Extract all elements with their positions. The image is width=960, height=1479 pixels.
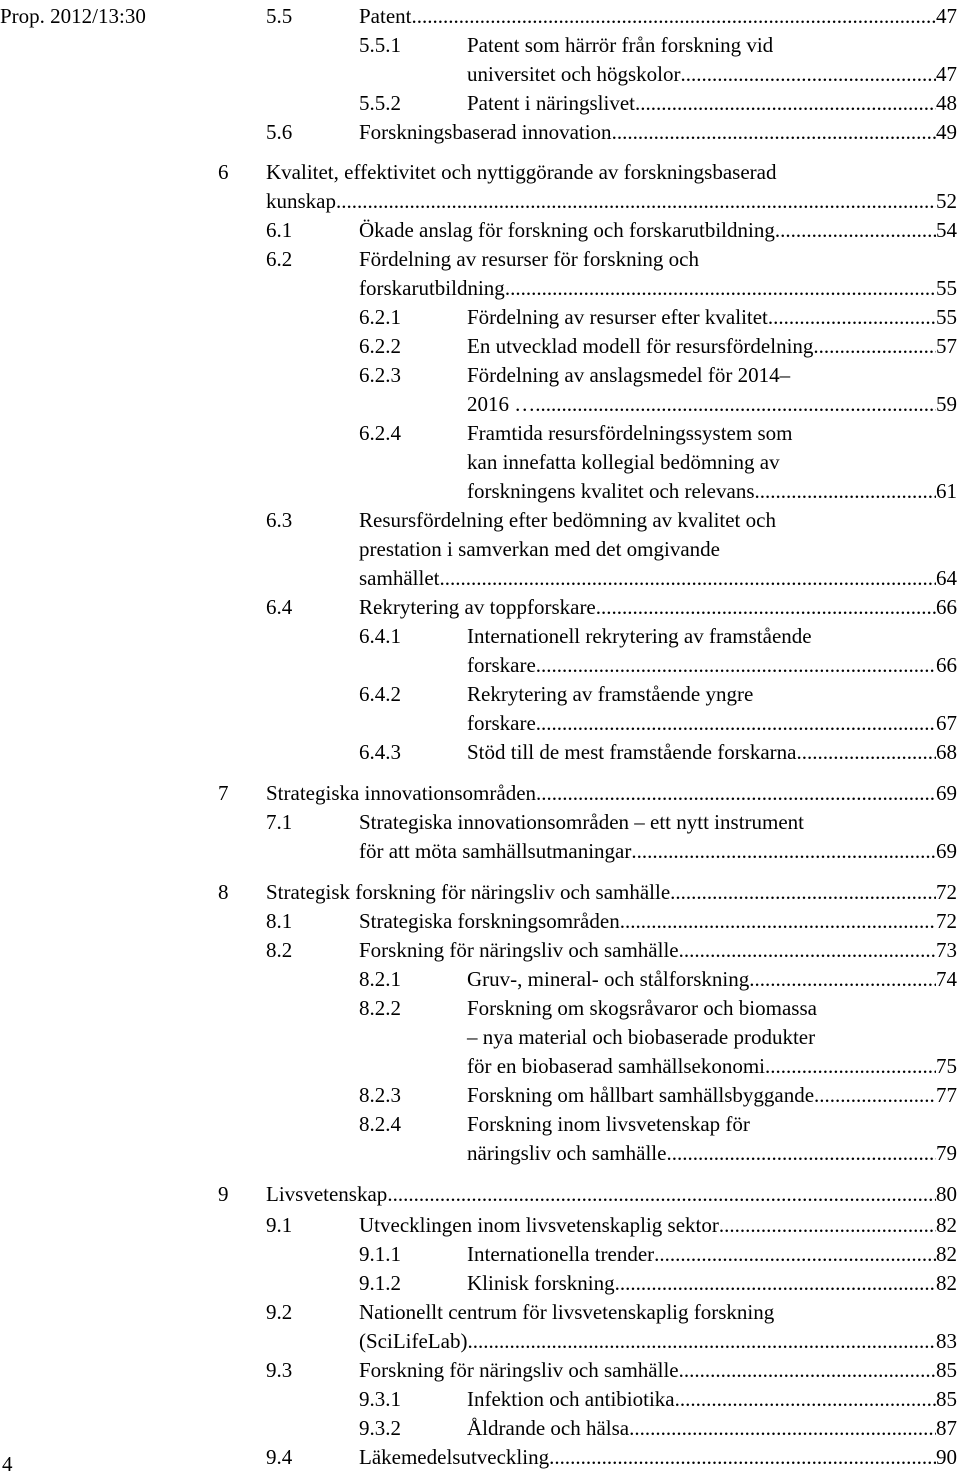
toc-entry-line	[467, 31, 957, 60]
toc-entry-title	[467, 965, 957, 994]
toc-entry-title	[467, 89, 957, 118]
toc-entry-page: 80	[936, 1182, 957, 1206]
toc-entry-number: 8	[218, 880, 229, 904]
toc-entry-page: 83	[936, 1329, 957, 1353]
dot-leader	[670, 878, 936, 907]
toc-entry-page: 66	[936, 653, 957, 677]
toc-entry-number: 6.2.1	[359, 305, 401, 329]
toc-entry-page: 69	[936, 781, 957, 805]
toc-entry-title	[467, 1081, 957, 1110]
dot-leader	[467, 1327, 936, 1356]
toc-entry-line	[359, 118, 957, 147]
toc-entry-line-text: Strategiska innovationsområden – ett nytt instrument	[359, 810, 805, 834]
toc-entry-line-text: prestation i samverkan med det omgivande	[359, 537, 720, 561]
toc-entry-line-text: Internationell rekrytering av framstående	[467, 624, 812, 648]
toc-entry-line	[467, 709, 957, 738]
toc-entry-number: 8.2	[266, 938, 293, 962]
toc-entry-line-text: Patent som härrör från forskning vid	[467, 33, 774, 57]
toc-entry-line	[467, 1139, 957, 1168]
toc-entry-line-text: Fördelning av resurser efter kvalitet	[467, 305, 768, 329]
toc-entry-line-text: forskare	[467, 711, 536, 735]
toc-entry-number: 5.5	[266, 4, 293, 28]
toc-entry-line	[467, 680, 957, 709]
toc-entry-line-text: Framtida resursfördelningssystem som	[467, 421, 793, 445]
dot-leader	[679, 936, 936, 965]
toc-entry-page: 72	[936, 880, 957, 904]
dot-leader	[765, 1052, 936, 1081]
toc-entry-title	[467, 1240, 957, 1269]
toc-entry-line	[467, 1269, 957, 1298]
toc-entry-line-text: Stöd till de mest framstående forskarna	[467, 740, 797, 764]
toc-entry-number: 5.5.2	[359, 91, 401, 115]
toc-entry-page: 57	[936, 334, 957, 358]
toc-entry-line	[467, 477, 957, 506]
toc-entry-title	[467, 419, 957, 506]
toc-entry-page: 73	[936, 938, 957, 962]
toc-entry-line	[359, 274, 957, 303]
toc-entry-number: 9.1	[266, 1213, 293, 1237]
toc-entry-number: 7.1	[266, 810, 293, 834]
toc-entry-title	[467, 31, 957, 89]
toc-entry-line	[467, 994, 957, 1023]
toc-entry-line	[467, 1414, 957, 1443]
toc-entry-page: 82	[936, 1271, 957, 1295]
toc-entry-line-text: samhället	[359, 566, 440, 590]
dot-leader	[635, 89, 936, 118]
toc-entry-page: 87	[936, 1416, 957, 1440]
toc-entry-line	[266, 158, 957, 187]
dot-leader	[536, 709, 936, 738]
toc-entry-number: 6.4.3	[359, 740, 401, 764]
dot-leader	[336, 187, 936, 216]
toc-entry-line	[359, 1443, 957, 1472]
toc-entry-title	[467, 1269, 957, 1298]
toc-entry-line	[467, 60, 957, 89]
toc-entry-line-text: Internationella trender	[467, 1242, 655, 1266]
toc-entry-line-text: för att möta samhällsutmaningar	[359, 839, 632, 863]
page-number: 4	[2, 1452, 13, 1476]
toc-entry-line-text: Strategiska forskningsområden	[359, 909, 620, 933]
toc-entry-line	[359, 837, 957, 866]
toc-entry-number: 6.2	[266, 247, 293, 271]
toc-entry-number: 9.3.1	[359, 1387, 401, 1411]
toc-entry-page: 77	[936, 1083, 957, 1107]
toc-entry-number: 6.4.1	[359, 624, 401, 648]
toc-entry-line-text: näringsliv och samhälle	[467, 1141, 667, 1165]
dot-leader	[631, 837, 936, 866]
toc-entry-line	[266, 187, 957, 216]
toc-entry-line-text: forskare	[467, 653, 536, 677]
toc-entry-line-text: Livsvetenskap	[266, 1182, 388, 1206]
toc-entry-line	[359, 1327, 957, 1356]
toc-entry-line	[467, 303, 957, 332]
toc-entry-line-text: Klinisk forskning	[467, 1271, 615, 1295]
dot-leader	[666, 1139, 936, 1168]
toc-entry-line-text: Forskning inom livsvetenskap för	[467, 1112, 750, 1136]
toc-entry-number: 9.3	[266, 1358, 293, 1382]
toc-entry-line	[359, 907, 957, 936]
toc-entry-page: 47	[936, 62, 957, 86]
dot-leader	[814, 1081, 936, 1110]
toc-entry-line-text: Forskning för näringsliv och samhälle	[359, 1358, 679, 1382]
dot-leader	[615, 1269, 936, 1298]
toc-entry-line	[467, 1023, 957, 1052]
toc-entry-line	[467, 965, 957, 994]
toc-entry-number: 9	[218, 1182, 229, 1206]
toc-entry-line-text: Åldrande och hälsa	[467, 1416, 630, 1440]
toc-entry-line-text: universitet och högskolor	[467, 62, 681, 86]
toc-entry-line	[266, 1180, 957, 1209]
toc-entry-line	[359, 1298, 957, 1327]
toc-entry-title	[467, 361, 957, 419]
dot-leader	[412, 2, 937, 31]
toc-entry-number: 8.2.1	[359, 967, 401, 991]
toc-entry-line	[359, 535, 957, 564]
toc-entry-number: 5.5.1	[359, 33, 401, 57]
toc-entry-number: 6.2.3	[359, 363, 401, 387]
toc-entry-line	[467, 361, 957, 390]
toc-entry-page: 74	[936, 967, 957, 991]
toc-entry-title	[359, 936, 957, 965]
toc-entry-page: 64	[936, 566, 957, 590]
toc-entry-title	[266, 779, 957, 808]
toc-entry-line-text: Nationellt centrum för livsvetenskaplig forskning	[359, 1300, 775, 1324]
toc-entry-line-text: Strategiska innovationsområden	[266, 781, 537, 805]
toc-entry-title	[467, 1385, 957, 1414]
toc-entry-page: 82	[936, 1213, 957, 1237]
dot-leader	[536, 651, 936, 680]
toc-entry-title	[266, 1180, 957, 1209]
toc-entry-line-text: Läkemedelsutveckling	[359, 1445, 550, 1469]
dot-leader	[719, 1211, 936, 1240]
toc-entry-line-text: kunskap	[266, 189, 336, 213]
toc-entry-title	[359, 506, 957, 593]
toc-entry-page: 59	[936, 392, 957, 416]
dot-leader	[813, 332, 936, 361]
toc-entry-line-text: kan innefatta kollegial bedömning av	[467, 450, 780, 474]
toc-entry-line-text: Forskningsbaserad innovation	[359, 120, 612, 144]
toc-entry-page: 79	[936, 1141, 957, 1165]
toc-entry-number: 6.1	[266, 218, 293, 242]
toc-entry-line	[467, 1110, 957, 1139]
toc-entry-line	[467, 1081, 957, 1110]
toc-entry-page: 69	[936, 839, 957, 863]
toc-entry-line-text: Fördelning av resurser för forskning och	[359, 247, 699, 271]
toc-entry-number: 8.2.2	[359, 996, 401, 1020]
toc-entry-page: 48	[936, 91, 957, 115]
toc-entry-line	[467, 738, 957, 767]
toc-entry-title	[467, 1414, 957, 1443]
toc-entry-number: 9.1.2	[359, 1271, 401, 1295]
toc-entry-title	[359, 907, 957, 936]
dot-leader	[629, 1414, 936, 1443]
toc-entry-page: 75	[936, 1054, 957, 1078]
toc-entry-line	[467, 1240, 957, 1269]
toc-entry-page: 49	[936, 120, 957, 144]
toc-entry-title	[359, 118, 957, 147]
header-prefix: Prop. 2012/13:30	[0, 4, 146, 28]
dot-leader	[679, 1356, 936, 1385]
dot-leader	[797, 738, 937, 767]
dot-leader	[680, 60, 936, 89]
toc-entry-line-text: Resursfördelning efter bedömning av kvalitet och	[359, 508, 776, 532]
toc-entry-title	[467, 680, 957, 738]
toc-entry-line	[467, 1052, 957, 1081]
toc-entry-line-text: Infektion och antibiotika	[467, 1387, 675, 1411]
toc-entry-line-text: En utvecklad modell för resursfördelning	[467, 334, 814, 358]
toc-entry-line	[359, 245, 957, 274]
toc-entry-number: 9.2	[266, 1300, 293, 1324]
toc-entry-line	[467, 390, 957, 419]
toc-entry-line-text: – nya material och biobaserade produkter	[467, 1025, 816, 1049]
toc-entry-number: 6.4	[266, 595, 293, 619]
toc-entry-line	[467, 448, 957, 477]
toc-entry-line	[359, 808, 957, 837]
toc-entry-number: 6.2.2	[359, 334, 401, 358]
toc-entry-line	[359, 2, 957, 31]
dot-leader	[549, 1443, 936, 1472]
toc-entry-line-text: för en biobaserad samhällsekonomi	[467, 1054, 765, 1078]
toc-entry-number: 6.3	[266, 508, 293, 532]
toc-entry-line	[359, 564, 957, 593]
toc-entry-line-text: Utvecklingen inom livsvetenskaplig sektor	[359, 1213, 719, 1237]
toc-entry-number: 6.2.4	[359, 421, 401, 445]
dot-leader	[535, 390, 936, 419]
toc-entry-line-text: forskningens kvalitet och relevans	[467, 479, 755, 503]
toc-entry-number: 5.6	[266, 120, 293, 144]
toc-entry-page: 55	[936, 276, 957, 300]
toc-entry-line-text: (SciLifeLab)	[359, 1329, 468, 1353]
toc-entry-line	[467, 622, 957, 651]
toc-entry-line-text: Rekrytering av toppforskare	[359, 595, 596, 619]
toc-entry-page: 66	[936, 595, 957, 619]
toc-entry-page: 52	[936, 189, 957, 213]
toc-entry-title	[266, 878, 957, 907]
toc-entry-title	[359, 1298, 957, 1356]
toc-entry-line-text: Gruv-, mineral- och stålforskning	[467, 967, 750, 991]
toc-entry-line	[266, 878, 957, 907]
toc-entry-line-text: 2016 …	[467, 392, 536, 416]
toc-entry-line	[359, 506, 957, 535]
dot-leader	[612, 118, 936, 147]
toc-entry-line	[467, 332, 957, 361]
toc-entry-title	[359, 2, 957, 31]
toc-entry-page: 72	[936, 909, 957, 933]
toc-entry-page: 67	[936, 711, 957, 735]
toc-entry-line-text: Rekrytering av framstående yngre	[467, 682, 754, 706]
toc-entry-title	[467, 738, 957, 767]
toc-entry-number: 6	[218, 160, 229, 184]
dot-leader	[775, 216, 936, 245]
dot-leader	[536, 779, 936, 808]
toc-entry-page: 55	[936, 305, 957, 329]
toc-entry-number: 7	[218, 781, 229, 805]
toc-entry-line-text: Forskning om skogsråvaror och biomassa	[467, 996, 817, 1020]
toc-entry-page: 54	[936, 218, 957, 242]
toc-entry-line-text: Kvalitet, effektivitet och nyttiggörande av forskningsbaserad	[266, 160, 777, 184]
toc-entry-title	[359, 593, 957, 622]
toc-entry-line	[359, 593, 957, 622]
toc-entry-title	[359, 1356, 957, 1385]
toc-entry-title	[359, 808, 957, 866]
toc-entry-page: 82	[936, 1242, 957, 1266]
toc-entry-number: 8.2.3	[359, 1083, 401, 1107]
toc-entry-title	[359, 1443, 957, 1472]
toc-entry-title	[359, 245, 957, 303]
toc-entry-line	[359, 1356, 957, 1385]
toc-entry-title	[359, 1211, 957, 1240]
toc-entry-line-text: Fördelning av anslagsmedel för 2014–	[467, 363, 791, 387]
dot-leader	[654, 1240, 936, 1269]
toc-entry-number: 9.1.1	[359, 1242, 401, 1266]
toc-entry-line	[359, 936, 957, 965]
toc-entry-number: 8.1	[266, 909, 293, 933]
toc-entry-number: 8.2.4	[359, 1112, 401, 1136]
toc-entry-line-text: Forskning om hållbart samhällsbyggande	[467, 1083, 815, 1107]
dot-leader	[749, 965, 936, 994]
running-header	[0, 2, 146, 30]
toc-entry-title	[467, 994, 957, 1081]
toc-entry-title	[359, 216, 957, 245]
toc-entry-page: 90	[936, 1445, 957, 1469]
toc-entry-line-text: Strategisk forskning för näringsliv och samhälle	[266, 880, 671, 904]
toc-entry-number: 9.3.2	[359, 1416, 401, 1440]
toc-entry-line-text: Forskning för näringsliv och samhälle	[359, 938, 679, 962]
dot-leader	[675, 1385, 936, 1414]
toc-entry-title	[467, 332, 957, 361]
toc-entry-line	[467, 419, 957, 448]
toc-entry-page: 68	[936, 740, 957, 764]
toc-entry-title	[266, 158, 957, 216]
toc-entry-page: 85	[936, 1358, 957, 1382]
toc-entry-title	[467, 303, 957, 332]
dot-leader	[596, 593, 936, 622]
toc-entry-page: 47	[936, 4, 957, 28]
toc-entry-title	[467, 1110, 957, 1168]
dot-leader	[768, 303, 936, 332]
toc-entry-line	[359, 1211, 957, 1240]
toc-entry-line-text: Patent	[359, 4, 412, 28]
dot-leader	[387, 1180, 936, 1209]
toc-entry-line-text: Patent i näringslivet	[467, 91, 635, 115]
toc-entry-line	[467, 651, 957, 680]
dot-leader	[620, 907, 936, 936]
toc-entry-number: 9.4	[266, 1445, 293, 1469]
toc-entry-number: 6.4.2	[359, 682, 401, 706]
toc-entry-line-text: forskarutbildning	[359, 276, 505, 300]
toc-entry-line-text: Ökade anslag för forskning och forskarutbildning	[359, 218, 775, 242]
toc-entry-line	[467, 89, 957, 118]
toc-entry-line	[467, 1385, 957, 1414]
toc-entry-line	[359, 216, 957, 245]
toc-entry-title	[467, 622, 957, 680]
toc-entry-line	[266, 779, 957, 808]
dot-leader	[439, 564, 936, 593]
toc-entry-page: 85	[936, 1387, 957, 1411]
dot-leader	[755, 477, 937, 506]
toc-entry-page: 61	[936, 479, 957, 503]
dot-leader	[505, 274, 936, 303]
